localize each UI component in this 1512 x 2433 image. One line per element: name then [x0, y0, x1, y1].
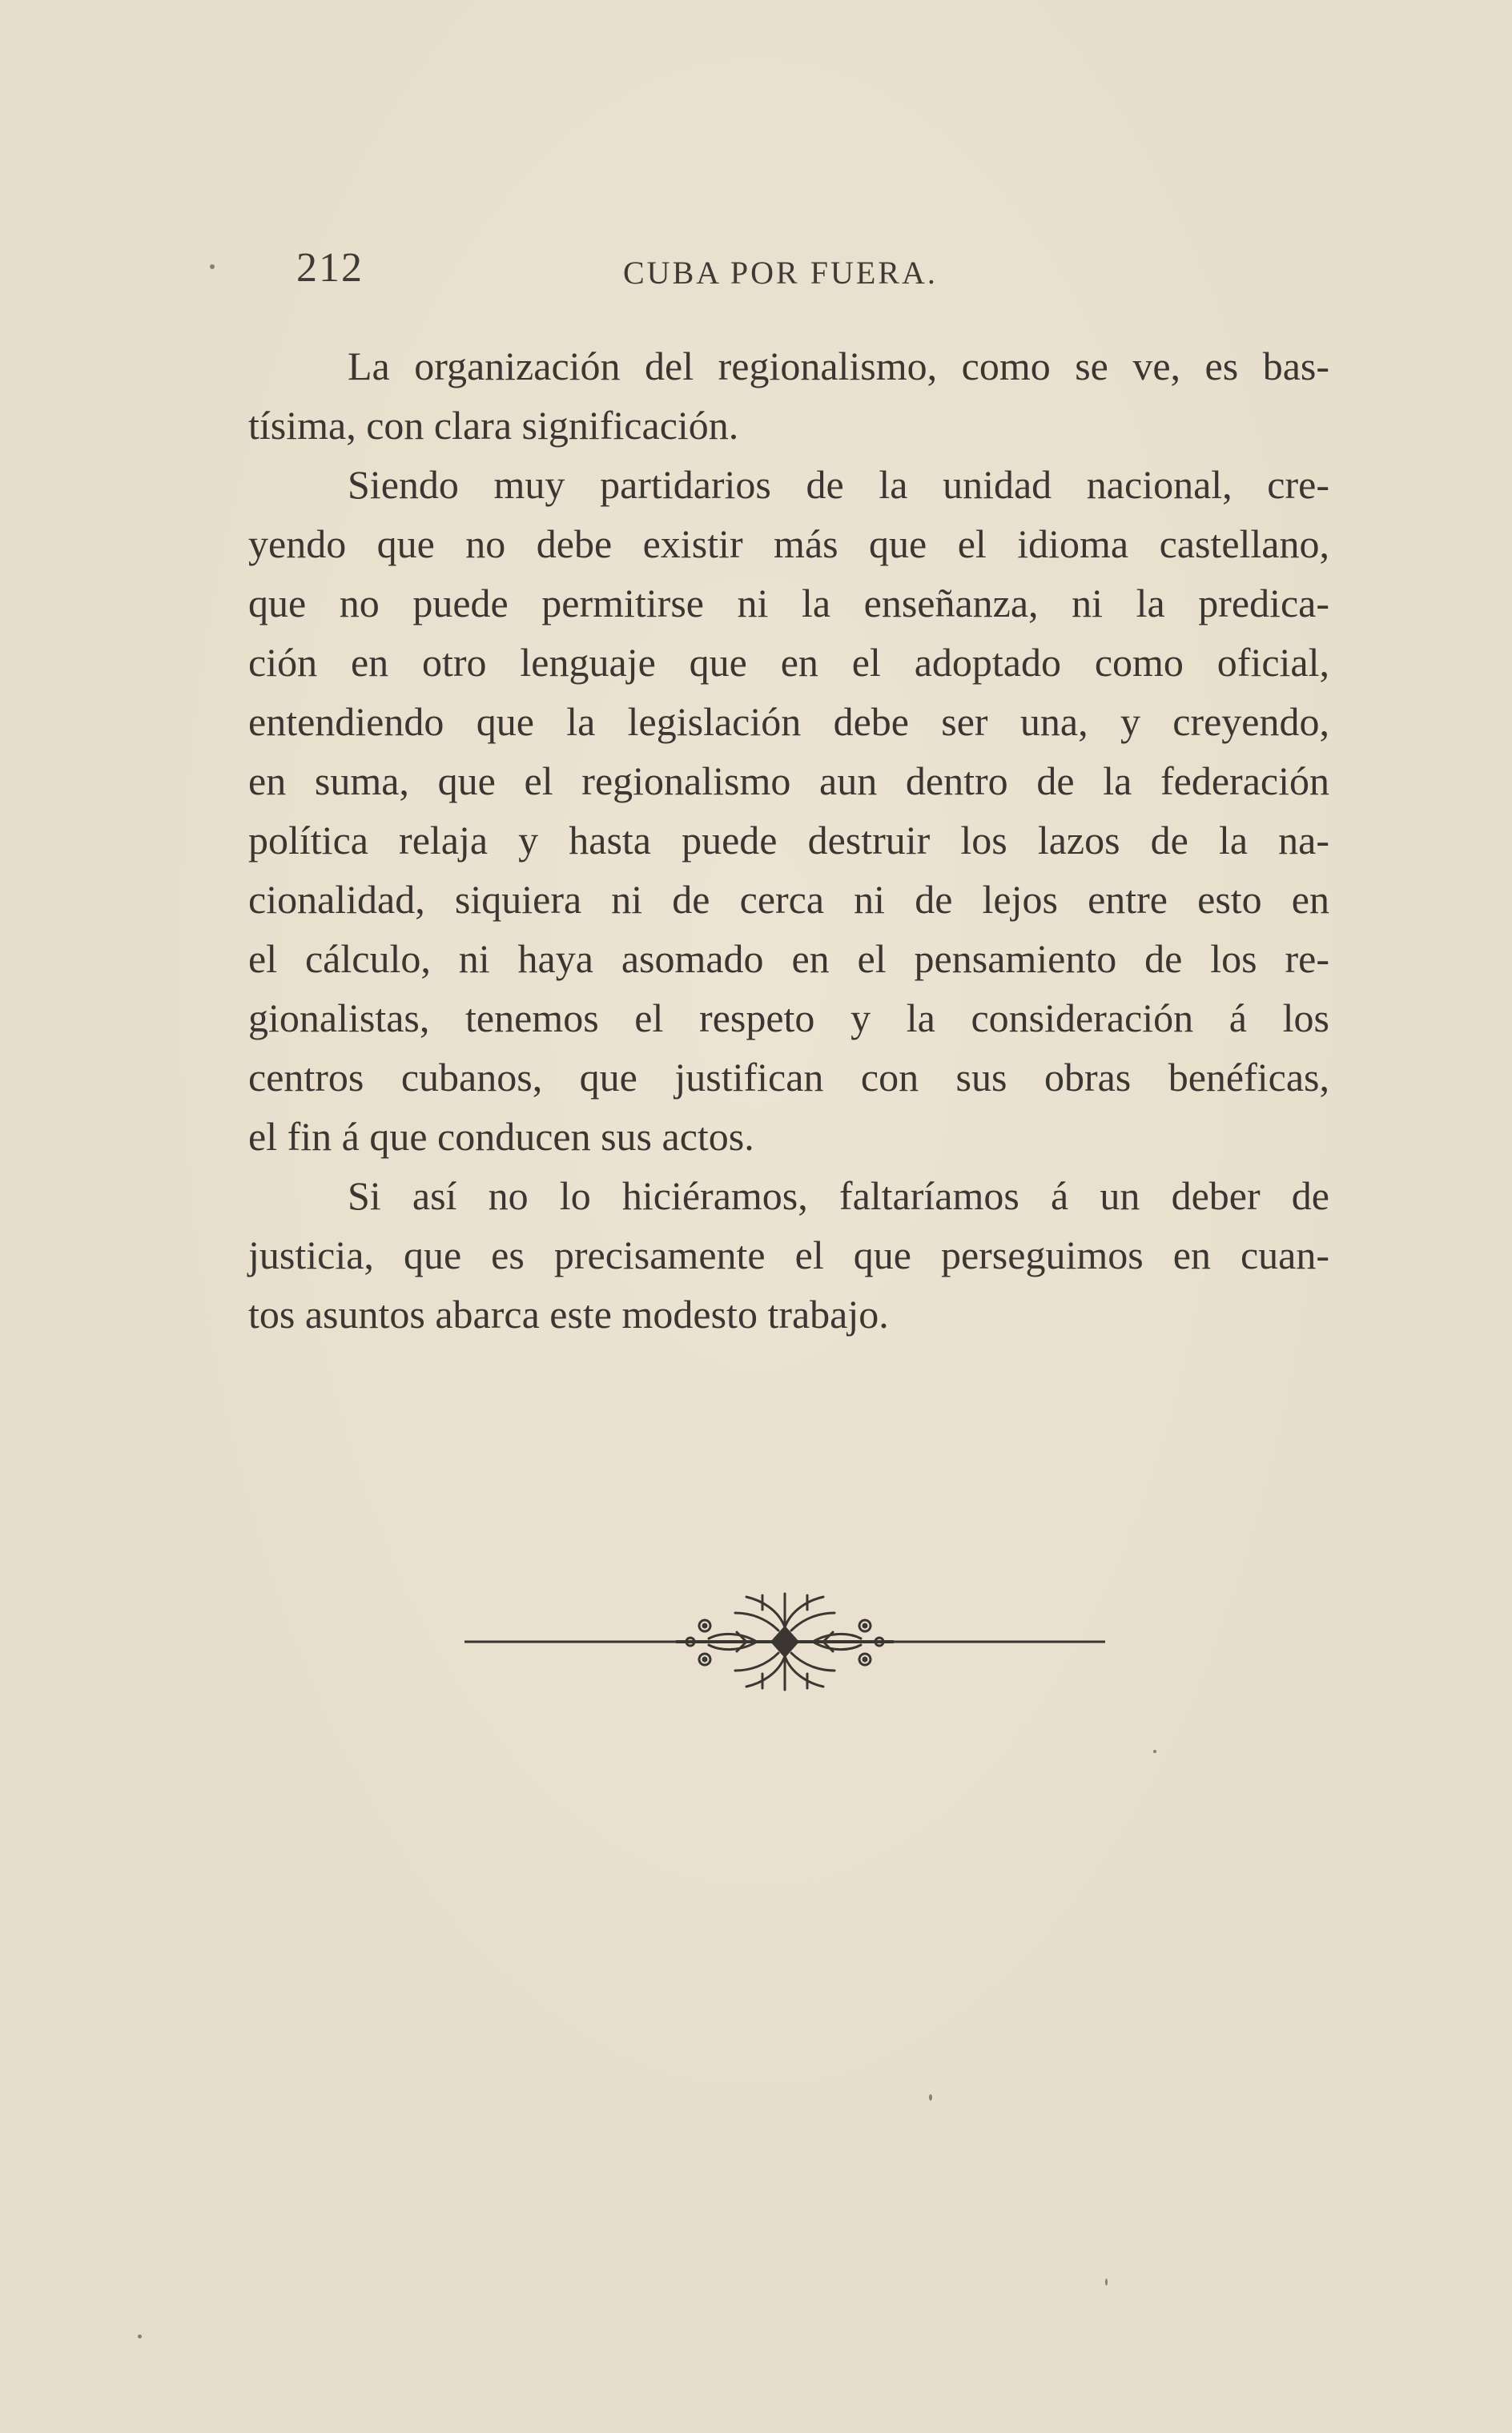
- paper-speck: [138, 2334, 142, 2338]
- paper-speck: [1153, 1750, 1156, 1753]
- text-line: el cálculo, ni haya asomado en el pensamiento de los re-: [248, 936, 1329, 981]
- page-number: 212: [296, 245, 364, 291]
- text-line: tos asuntos abarca este modesto trabajo.: [248, 1292, 889, 1337]
- text-line: centros cubanos, que justifican con sus obras benéficas,: [248, 1055, 1329, 1100]
- text-line: política relaja y hasta puede destruir los lazos de la na-: [248, 818, 1329, 863]
- text-line: tísima, con clara significación.: [248, 403, 739, 448]
- text-line: La organización del regionalismo, como se ve, es bas-: [348, 344, 1329, 388]
- text-line: ción en otro lenguaje que en el adoptado como oficial,: [248, 640, 1329, 685]
- body-text: [248, 336, 1329, 1344]
- page-header: [296, 244, 1369, 300]
- text-line: en suma, que el regionalismo aun dentro de la federación: [248, 758, 1329, 803]
- text-line: Si así no lo hiciéramos, faltaríamos á un deber de: [348, 1173, 1329, 1218]
- paper-speck: [929, 2094, 932, 2101]
- text-line: que no puede permitirse ni la enseñanza, ni la predica-: [248, 581, 1329, 625]
- text-line: yendo que no debe existir más que el idioma castellano,: [248, 521, 1329, 566]
- text-line: cionalidad, siquiera ni de cerca ni de lejos entre esto en: [248, 877, 1329, 922]
- running-head: CUBA POR FUERA.: [623, 255, 938, 291]
- paper-speck: [1105, 2278, 1108, 2286]
- text-line: Siendo muy partidarios de la unidad nacional, cre-: [348, 462, 1329, 507]
- floral-tailpiece-icon: [464, 1586, 1105, 1698]
- text-line: entendiendo que la legislación debe ser una, y creyendo,: [248, 699, 1329, 744]
- text-line: gionalistas, tenemos el respeto y la consideración á los: [248, 995, 1329, 1040]
- text-line: justicia, que es precisamente el que perseguimos en cuan-: [248, 1233, 1329, 1277]
- text-line: el fin á que conducen sus actos.: [248, 1114, 754, 1159]
- paper-speck: [210, 264, 215, 269]
